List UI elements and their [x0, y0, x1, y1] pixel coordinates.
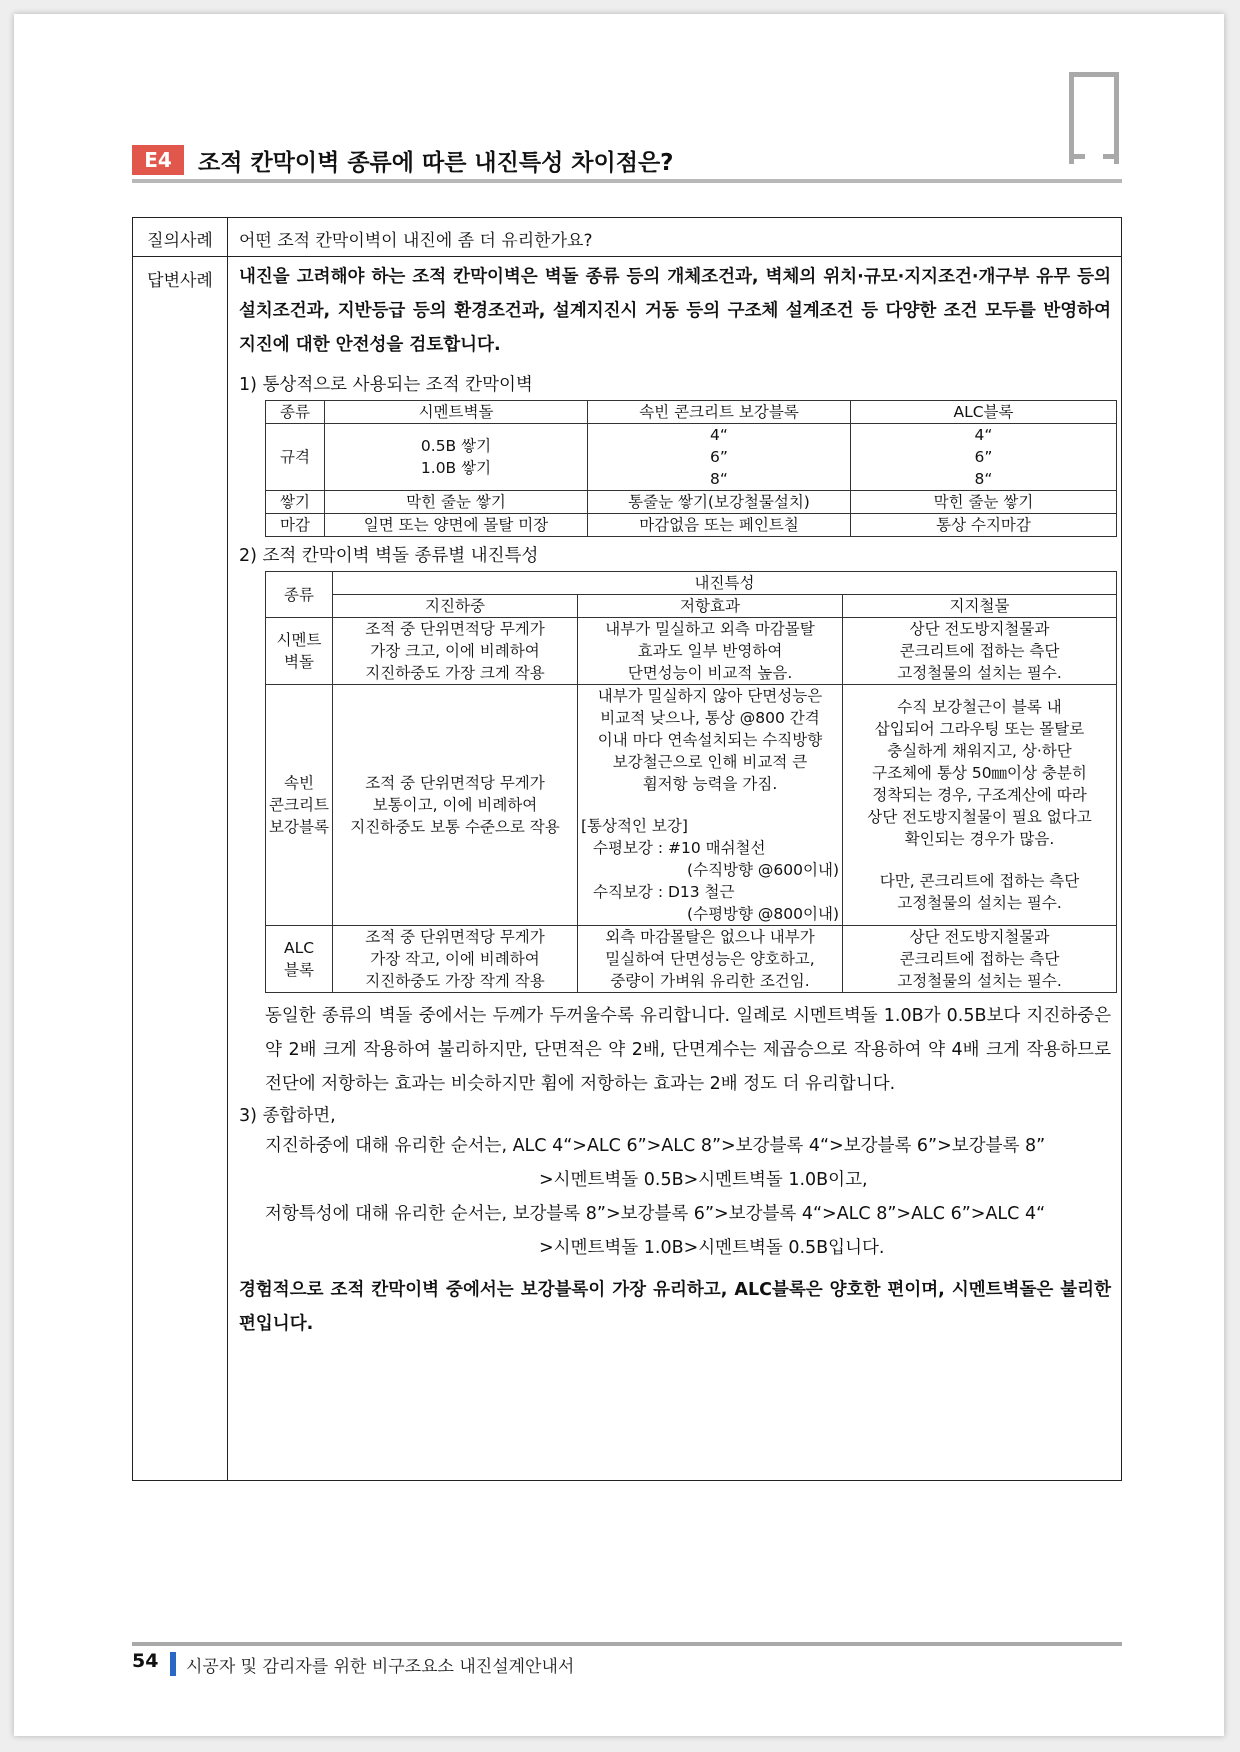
- summary-load-line2: >시멘트벽돌 0.5B>시멘트벽돌 1.0B이고,: [539, 1170, 868, 1190]
- section-title: 조적 칸막이벽 종류에 따른 내진특성 차이점은?: [198, 150, 674, 176]
- table-row: [266, 572, 1117, 595]
- cell-line: 중량이 가벼워 유리한 조건임.: [610, 972, 810, 990]
- question-text: 어떤 조적 칸막이벽이 내진에 좀 더 유리한가요?: [239, 231, 593, 251]
- table-cell: 막힌 줄눈 쌓기: [851, 491, 1117, 514]
- cell-line: 상단 전도방지철물과: [909, 620, 1050, 638]
- cell-line: 지진하중도 가장 크게 작용: [365, 664, 545, 682]
- cell-line: 조적 중 단위면적당 무게가: [365, 928, 545, 946]
- table-cell: 규격: [266, 424, 325, 491]
- cell-line: 수직 보강철근이 블록 내: [897, 698, 1062, 716]
- cell-line: 수평보강 : #10 매쉬철선: [593, 839, 766, 857]
- table-cell: [851, 424, 1117, 491]
- summary-resist-line2: >시멘트벽돌 1.0B>시멘트벽돌 0.5B입니다.: [539, 1238, 885, 1258]
- cell-line: (수직방향 @600이내): [687, 861, 839, 879]
- cell-line: 6”: [710, 448, 728, 466]
- cell-line: 이내 마다 연속설치되는 수직방향: [597, 731, 823, 749]
- answer-body: [239, 260, 1111, 1341]
- summary-load-line1: 지진하중에 대해 유리한 순서는, ALC 4“>ALC 6”>ALC 8”>보강블록 4“>보강블록 6”>보강블록 8”: [265, 1136, 1046, 1156]
- table-row: [266, 926, 1117, 993]
- table-seismic-characteristics: [265, 571, 1117, 993]
- bracket-foot-right: [1103, 154, 1119, 159]
- qa-column-divider: [227, 218, 228, 1480]
- table-cell: [266, 618, 333, 685]
- corner-bracket-decoration: [1069, 72, 1119, 164]
- cell-line: 고정철물의 설치는 필수.: [897, 972, 1062, 990]
- cell-line: ALC: [283, 939, 315, 957]
- cell-line: 0.5B 쌓기: [420, 437, 492, 455]
- cell-line: 8“: [710, 470, 728, 488]
- cell-line: 충실하게 채워지고, 상·하단: [887, 742, 1072, 760]
- table-header-cell: 종류: [266, 401, 325, 424]
- cell-line: 1.0B 쌓기: [420, 459, 492, 477]
- table-row: [266, 491, 1117, 514]
- table-cell: [266, 685, 333, 926]
- table-header-cell: 시멘트벽돌: [325, 401, 588, 424]
- cell-line: 콘크리트에 접하는 측단: [899, 950, 1060, 968]
- cell-line: 보강철근으로 인해 비교적 큰: [612, 753, 808, 771]
- question-label: 질의사례: [147, 231, 213, 251]
- cell-line: 밀실하여 단면성능은 양호하고,: [605, 950, 815, 968]
- table-header-cell: 지진하중: [333, 595, 578, 618]
- table-cell: 막힌 줄눈 쌓기: [325, 491, 588, 514]
- table-cell: 일면 또는 양면에 몰탈 미장: [325, 514, 588, 537]
- cell-line: 다만, 콘크리트에 접하는 측단: [879, 872, 1080, 890]
- section3-title: 3) 종합하면,: [239, 1106, 336, 1126]
- footer-rule: [132, 1642, 1122, 1646]
- answer-label: 답변사례: [147, 271, 213, 291]
- cell-line: 속빈: [284, 774, 314, 792]
- table-cell: [333, 926, 578, 993]
- table-cell: 쌓기: [266, 491, 325, 514]
- table-cell: [578, 926, 843, 993]
- cell-line: 시멘트: [276, 631, 322, 649]
- cell-line: 고정철물의 설치는 필수.: [897, 664, 1062, 682]
- cell-line: 4“: [974, 426, 993, 444]
- cell-line: 4“: [710, 426, 728, 444]
- table-cell: [843, 685, 1117, 926]
- table-header-cell: 내진특성: [333, 572, 1117, 595]
- cell-line: 효과도 일부 반영하여: [637, 642, 783, 660]
- answer-intro: 내진을 고려해야 하는 조적 칸막이벽은 벽돌 종류 등의 개체조건과, 벽체의 위치·규모·지지조건·개구부 유무 등의 설치조건과, 지반등급 등의 환경조건과, 설계지진시 거동 등의 구조체 설계조건 등 다양한 조건 모두를 반영하여 지진에 대한 안전성을 검토합니다.: [239, 267, 1111, 355]
- header-rule: [132, 179, 1122, 183]
- cell-line: 지진하중도 보통 수준으로 작용: [350, 818, 560, 836]
- cell-line: 상단 전도방지철물이 필요 없다고: [867, 808, 1092, 826]
- section-tag: E4: [132, 145, 184, 175]
- summary-resist-line1: 저항특성에 대해 유리한 순서는, 보강블록 8”>보강블록 6”>보강블록 4“>ALC 8”>ALC 6”>ALC 4“: [265, 1204, 1046, 1224]
- table-row: [266, 401, 1117, 424]
- cell-line: 조적 중 단위면적당 무게가: [365, 774, 545, 792]
- table-header-cell: 지지철물: [843, 595, 1117, 618]
- cell-line: 내부가 밀실하지 않아 단면성능은: [597, 687, 823, 705]
- cell-line: 구조체에 통상 50㎜이상 충분히: [872, 764, 1087, 782]
- table-cell: [578, 618, 843, 685]
- cell-line: 정착되는 경우, 구조계산에 따라: [872, 786, 1087, 804]
- cell-line: (수평방향 @800이내): [687, 905, 839, 923]
- cell-line: 단면성능이 비교적 높음.: [627, 664, 793, 682]
- table-row: [266, 618, 1117, 685]
- table-cell: 통상 수지마감: [851, 514, 1117, 537]
- cell-line: 삽입되어 그라우팅 또는 몰탈로: [874, 720, 1085, 738]
- table-cell: 마감: [266, 514, 325, 537]
- cell-spacer: [846, 850, 1113, 870]
- table-header-cell: 종류: [266, 572, 333, 618]
- cell-line: 내부가 밀실하고 외측 마감몰탈: [605, 620, 815, 638]
- table-cell: [266, 926, 333, 993]
- cell-line: 가장 작고, 이에 비례하여: [370, 950, 540, 968]
- cell-line: 지진하중도 가장 작게 작용: [365, 972, 545, 990]
- table-cell: [333, 685, 578, 926]
- cell-line: 콘크리트: [269, 796, 329, 814]
- table-row: [266, 685, 1117, 926]
- cell-line: 수직보강 : D13 철근: [593, 883, 735, 901]
- page: [14, 14, 1224, 1736]
- cell-line: 외측 마감몰탈은 없으나 내부가: [605, 928, 815, 946]
- table-cell: [588, 424, 851, 491]
- cell-line: 가장 크고, 이에 비례하여: [370, 642, 540, 660]
- table-header-cell: ALC블록: [851, 401, 1117, 424]
- table-header-cell: 속빈 콘크리트 보강블록: [588, 401, 851, 424]
- table-cell: 마감없음 또는 페인트칠: [588, 514, 851, 537]
- cell-line: 고정철물의 설치는 필수.: [897, 894, 1062, 912]
- table-cell: [578, 685, 843, 926]
- cell-line: 8“: [974, 470, 993, 488]
- table-row: [266, 514, 1117, 537]
- table-cell: [325, 424, 588, 491]
- cell-line: 휨저항 능력을 가짐.: [642, 775, 778, 793]
- cell-line: 비교적 낮으나, 통상 @800 간격: [600, 709, 820, 727]
- cell-line: 보통이고, 이에 비례하여: [372, 796, 538, 814]
- section1-title: 1) 통상적으로 사용되는 조적 칸막이벽: [239, 375, 533, 395]
- bracket-foot-left: [1069, 154, 1085, 159]
- qa-row-divider: [133, 256, 1121, 257]
- table-cell: 통줄눈 쌓기(보강철물설치): [588, 491, 851, 514]
- cell-line: 보강블록: [269, 818, 329, 836]
- cell-line: 조적 중 단위면적당 무게가: [365, 620, 545, 638]
- qa-box: [132, 217, 1122, 1481]
- cell-line: 확인되는 경우가 많음.: [904, 830, 1055, 848]
- table-cell: [843, 618, 1117, 685]
- book-title: 시공자 및 감리자를 위한 비구조요소 내진설계안내서: [186, 1657, 575, 1677]
- table-row: [266, 424, 1117, 491]
- table-common-walls: [265, 400, 1117, 537]
- cell-line: [통상적인 보강]: [581, 817, 688, 835]
- table-row: [266, 595, 1117, 618]
- footer-accent-bar: [170, 1652, 176, 1676]
- cell-line: 6”: [974, 448, 993, 466]
- page-number: 54: [132, 1650, 159, 1672]
- cell-spacer: [581, 795, 839, 815]
- section2-title: 2) 조적 칸막이벽 벽돌 종류별 내진특성: [239, 546, 539, 566]
- conclusion: 경험적으로 조적 칸막이벽 중에서는 보강블록이 가장 유리하고, ALC블록은 양호한 편이며, 시멘트벽돌은 불리한 편입니다.: [239, 1280, 1111, 1334]
- cell-line: 벽돌: [284, 653, 314, 671]
- table-cell: [843, 926, 1117, 993]
- table-cell: [333, 618, 578, 685]
- cell-line: 블록: [284, 961, 314, 979]
- cell-line: 콘크리트에 접하는 측단: [899, 642, 1060, 660]
- same-type-paragraph: 동일한 종류의 벽돌 중에서는 두께가 두꺼울수록 유리합니다. 일례로 시멘트벽돌 1.0B가 0.5B보다 지진하중은 약 2배 크게 작용하여 불리하지만, 단면적은 약 2배, 단면계수는 제곱승으로 작용하여 약 4배 크게 작용하므로 전단에 저항하는 효과는 비슷하지만 휨에 저항하는 효과는 2배 정도 더 유리합니다.: [265, 1006, 1111, 1094]
- table-header-cell: 저항효과: [578, 595, 843, 618]
- cell-line: 상단 전도방지철물과: [909, 928, 1050, 946]
